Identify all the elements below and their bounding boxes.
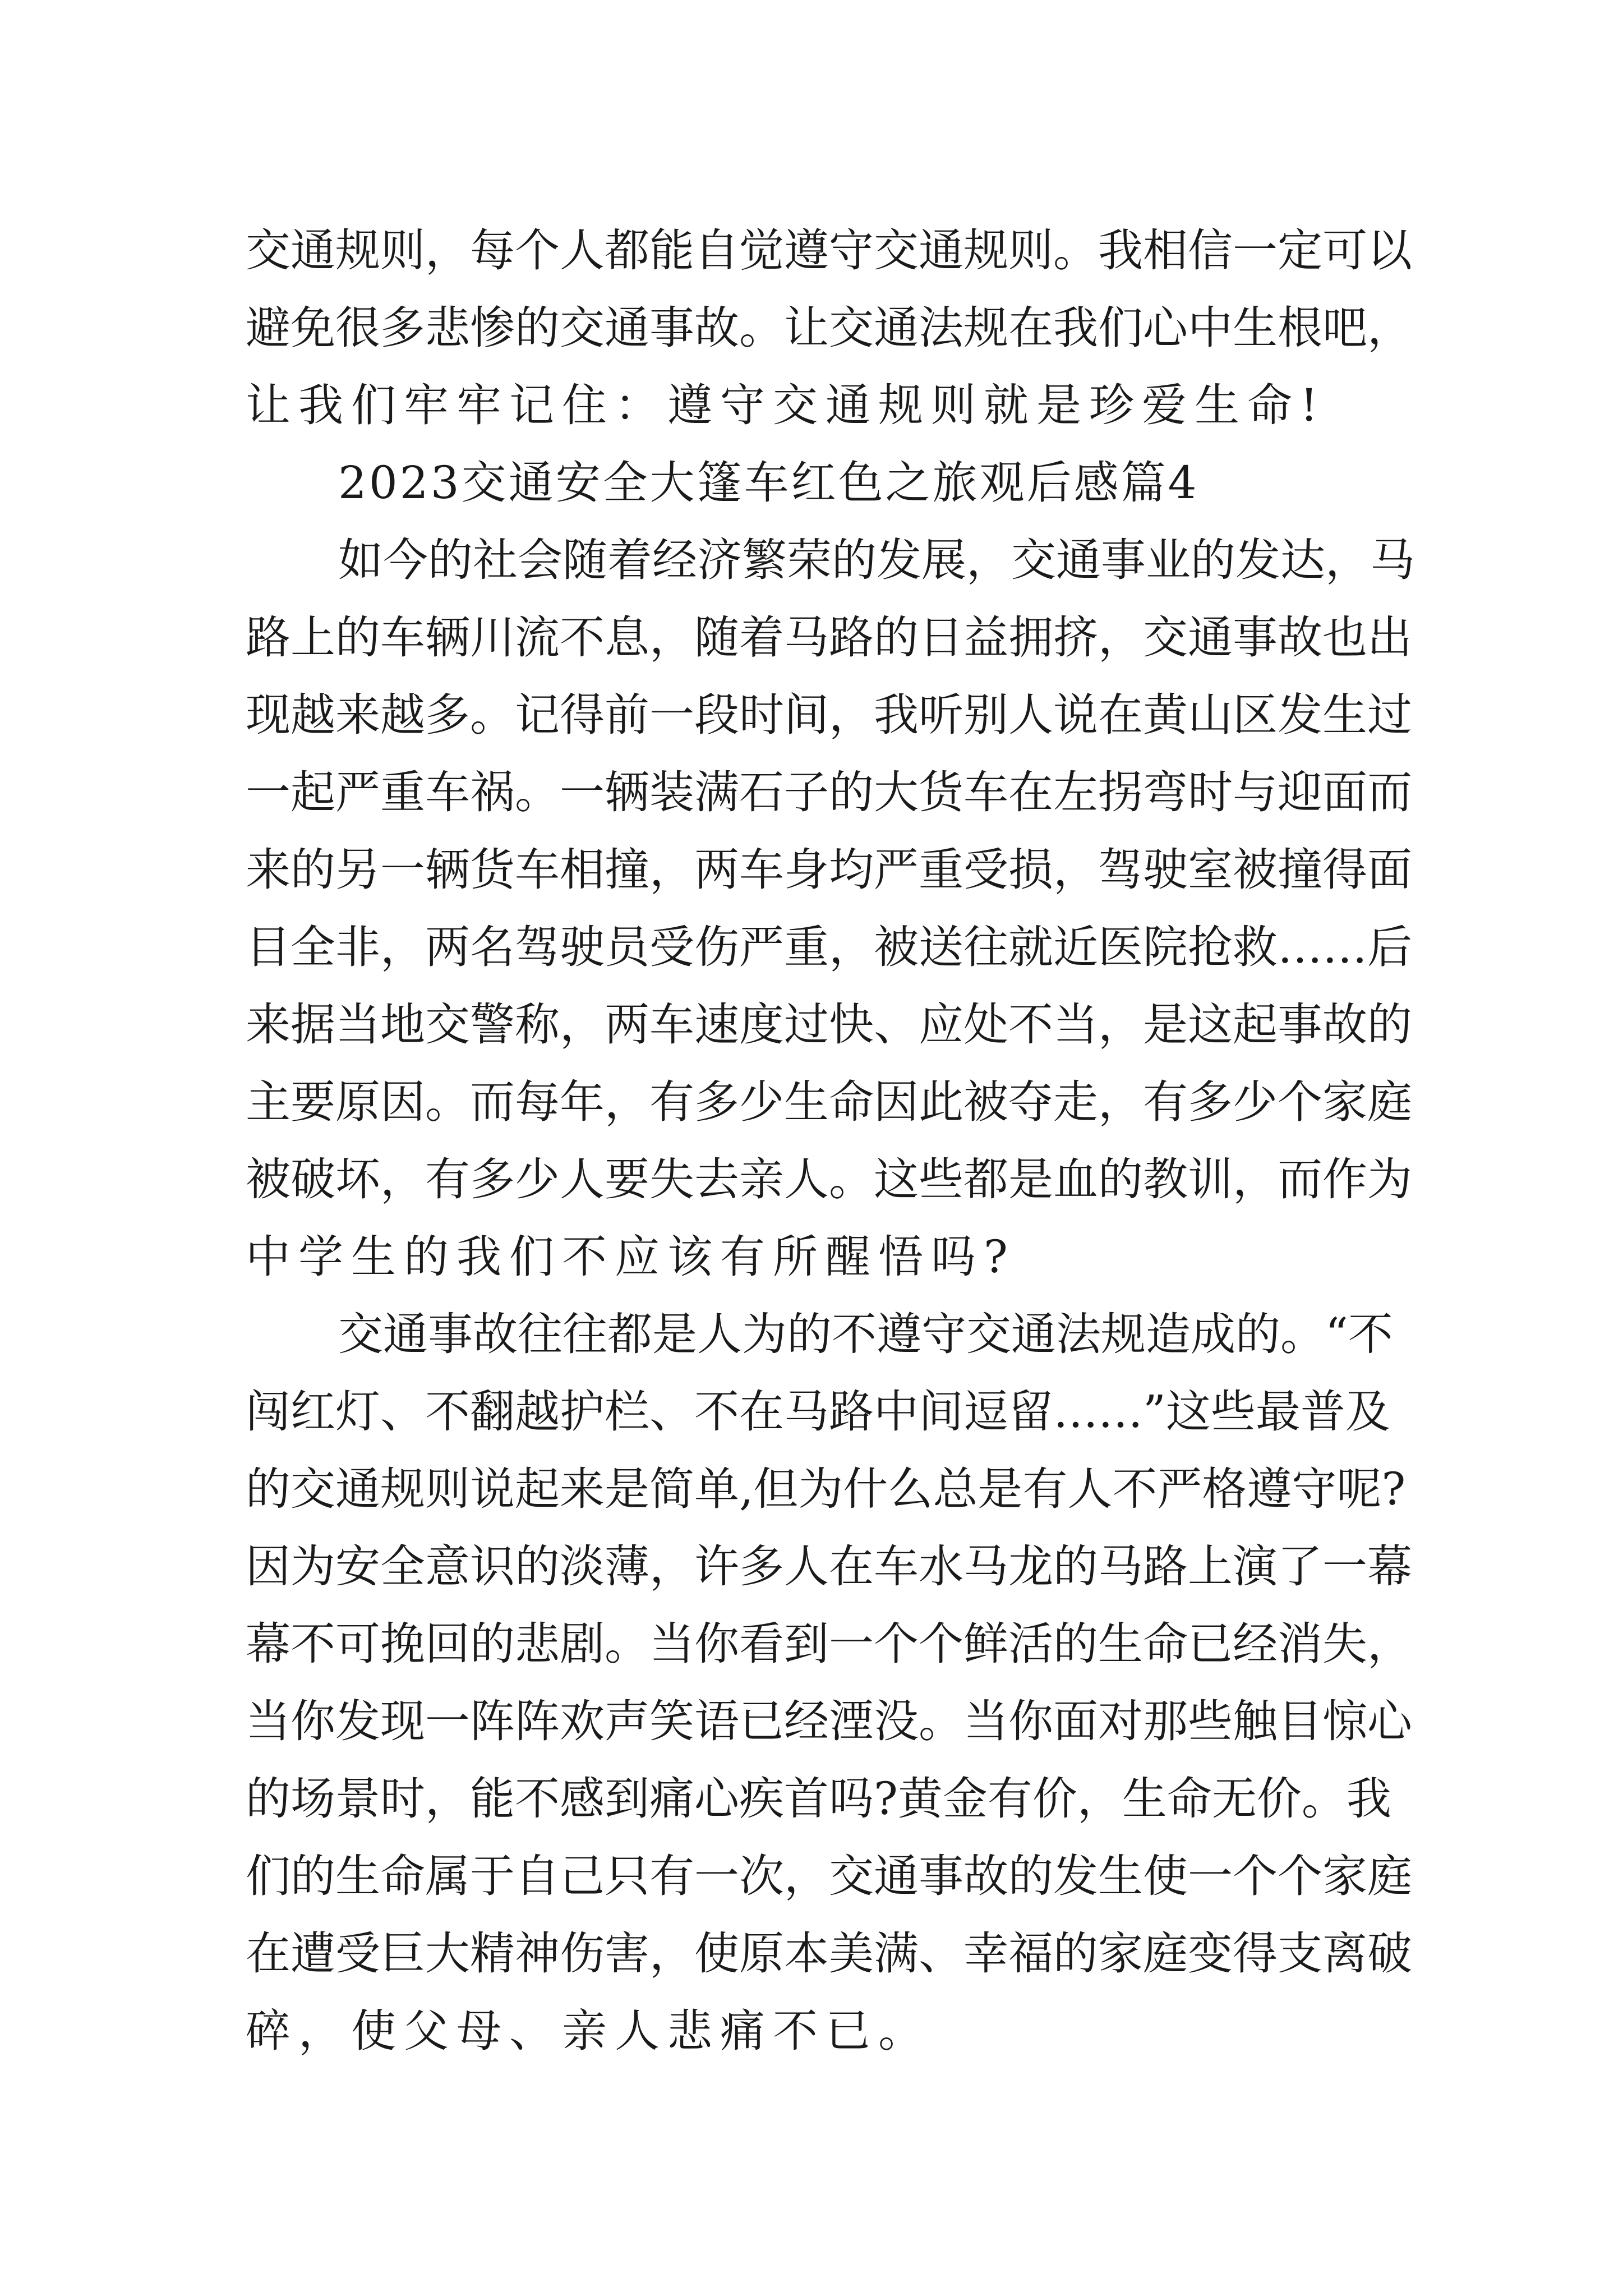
text-line: 的交通规则说起来是简单,但为什么总是有人不严格遵守呢? — [246, 1463, 1406, 1515]
text-line: 幕不可挽回的悲剧。当你看到一个个鲜活的生命已经消失， — [246, 1618, 1412, 1670]
text-line: 碎，使父母、亲人悲痛不已。 — [246, 2005, 931, 2057]
text-line: 避免很多悲惨的交通事故。让交通法规在我们心中生根吧， — [246, 302, 1412, 354]
text-line: 如今的社会随着经济繁荣的发展，交通事业的发达，马 — [338, 534, 1415, 586]
text-line: 交通事故往往都是人为的不遵守交通法规造成的。“不 — [338, 1308, 1393, 1360]
text-line: 主要原因。而每年，有多少生命因此被夺走，有多少个家庭 — [246, 1076, 1412, 1128]
text-line: 来据当地交警称，两车速度过快、应处不当，是这起事故的 — [246, 999, 1412, 1051]
text-line: 被破坏，有多少人要失去亲人。这些都是血的教训，而作为 — [246, 1153, 1412, 1205]
section-heading: 2023交通安全大篷车红色之旅观后感篇4 — [338, 457, 1199, 509]
text-line: 的场景时，能不感到痛心疾首吗?黄金有价，生命无价。我 — [246, 1773, 1391, 1825]
text-line: 在遭受巨大精神伤害，使原本美满、幸福的家庭变得支离破 — [246, 1927, 1412, 1980]
text-line: 一起严重车祸。一辆装满石子的大货车在左拐弯时与迎面而 — [246, 766, 1412, 818]
body-text — [246, 212, 1415, 2070]
text-line: 因为安全意识的淡薄，许多人在车水马龙的马路上演了一幕 — [246, 1540, 1412, 1593]
text-line: 交通规则，每个人都能自觉遵守交通规则。我相信一定可以 — [246, 224, 1412, 277]
text-line: 目全非，两名驾驶员受伤严重，被送往就近医院抢救……后 — [246, 921, 1412, 973]
text-line: 来的另一辆货车相撞，两车身均严重受损，驾驶室被撞得面 — [246, 844, 1412, 896]
text-line: 让我们牢牢记住：遵守交通规则就是珍爱生命! — [246, 379, 1326, 431]
text-line: 们的生命属于自己只有一次，交通事故的发生使一个个家庭 — [246, 1850, 1412, 1902]
text-line: 路上的车辆川流不息，随着马路的日益拥挤，交通事故也出 — [246, 611, 1412, 664]
text-line: 现越来越多。记得前一段时间，我听别人说在黄山区发生过 — [246, 689, 1412, 741]
text-line: 当你发现一阵阵欢声笑语已经湮没。当你面对那些触目惊心 — [246, 1695, 1412, 1747]
text-line: 闯红灯、不翻越护栏、不在马路中间逗留……”这些最普及 — [246, 1386, 1390, 1438]
text-line: 中学生的我们不应该有所醒悟吗? — [246, 1231, 1016, 1283]
